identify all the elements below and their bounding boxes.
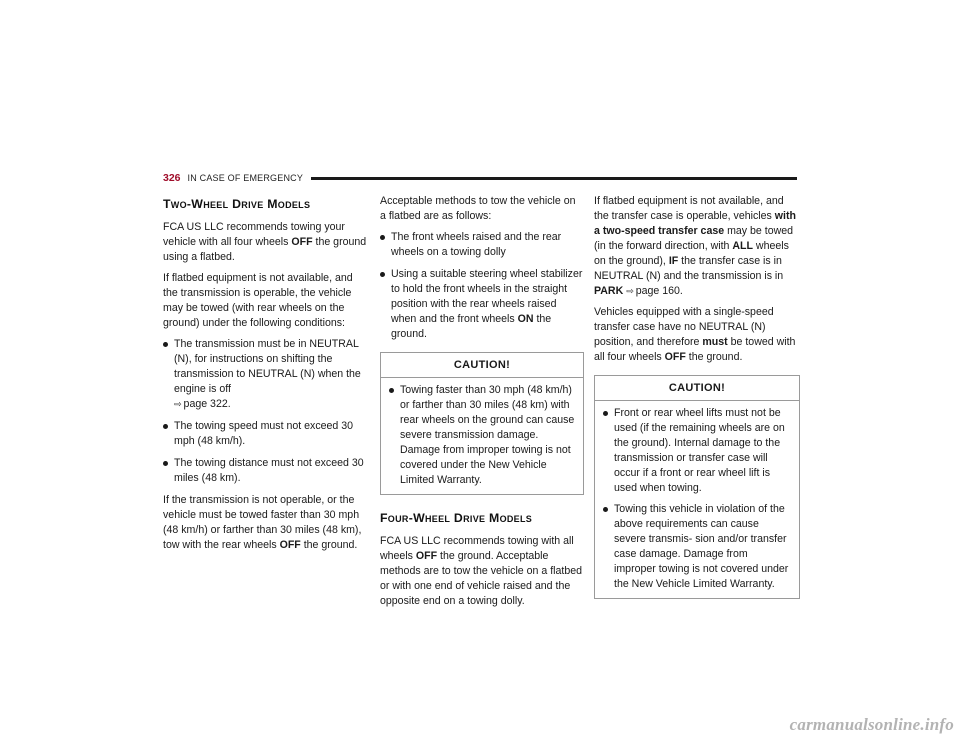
page-ref-link[interactable]: page 160. (635, 285, 683, 297)
list-item: Front or rear wheel lifts must not be used (if the remaining wheels are on the ground). Internal damage to the transmission or transfer case will occur if a front or rear wheel lift is used when towing. (603, 406, 791, 496)
list-item: Towing this vehicle in violation of the above requirements can cause severe transmis- sion and/or transfer case damage. Damage from improper towing is not covered under the New Vehicle Limited Warranty. (603, 502, 791, 592)
paragraph: If flatbed equipment is not available, and the transfer case is operable, vehicles with a two-speed transfer case may be towed (in the forward direction, with ALL wheels on the ground), IF the transfer case is in NEUTRAL (N) and the transmission is in PARK ⇨ page 160. (594, 195, 796, 297)
watermark: carmanualsonline.info (789, 715, 954, 734)
paragraph: If the transmission is not operable, or the vehicle must be towed faster than 30 mph (48 km/h) or farther than 30 miles (48 km), tow with the rear wheels OFF the ground. (163, 494, 362, 551)
arrow-ref-icon: ⇨ (174, 399, 182, 409)
paragraph: FCA US LLC recommends towing your vehicle with all four wheels OFF the ground using a flatbed. (163, 221, 367, 263)
section-title: IN CASE OF EMERGENCY (187, 172, 304, 183)
paragraph: FCA US LLC recommends towing with all wheels OFF the ground. Acceptable methods are to tow the vehicle on a flatbed or with one end of vehicle raised and the opposite end on a towing dolly. (380, 535, 582, 607)
heading-four-wheel-drive: Four-Wheel Drive Models (380, 511, 533, 525)
page-ref-link[interactable]: page 322. (183, 398, 231, 410)
paragraph: Vehicles equipped with a single-speed transfer case have no NEUTRAL (N) position, and therefore must be towed with all four wheels OFF the ground. (594, 306, 796, 363)
column-left (163, 194, 369, 559)
column-right (594, 194, 800, 615)
paragraph: If flatbed equipment is not available, and the transmission is operable, the vehicle may be towed (with rear wheels on the ground) under the following conditions: (163, 272, 353, 329)
list-item: The transmission must be in NEUTRAL (N), for instructions on shifting the transmission to NEUTRAL (N) when the engine is off ⇨ page 322. (163, 337, 369, 412)
caution-list (595, 401, 799, 592)
caution-title: CAUTION! (381, 353, 583, 378)
caution-title: CAUTION! (595, 376, 799, 401)
list-item: Towing faster than 30 mph (48 km/h) or farther than 30 miles (48 km) with rear wheels on the ground can cause severe transmission damage. Damage from improper towing is not covered under the New Vehicle Limited Warranty. (389, 383, 575, 488)
page-header (163, 171, 797, 185)
header-rule (311, 177, 797, 180)
paragraph: Acceptable methods to tow the vehicle on a flatbed are as follows: (380, 195, 576, 222)
column-middle (380, 194, 584, 615)
list-item: The front wheels raised and the rear wheels on a towing dolly (380, 230, 584, 260)
caution-box (594, 375, 800, 599)
bullet-list (163, 337, 369, 486)
caution-list (381, 378, 583, 488)
list-item: Using a suitable steering wheel stabilizer to hold the front wheels in the straight position with the rear wheels raised when and the front wheels ON the ground. (380, 267, 584, 342)
list-item: The towing speed must not exceed 30 mph (48 km/h). (163, 419, 369, 449)
list-item: The towing distance must not exceed 30 miles (48 km). (163, 456, 369, 486)
bullet-list (380, 230, 584, 342)
page-number: 326 (163, 171, 181, 184)
caution-box (380, 352, 584, 495)
arrow-ref-icon: ⇨ (626, 286, 634, 296)
heading-two-wheel-drive: Two-Wheel Drive Models (163, 197, 311, 211)
